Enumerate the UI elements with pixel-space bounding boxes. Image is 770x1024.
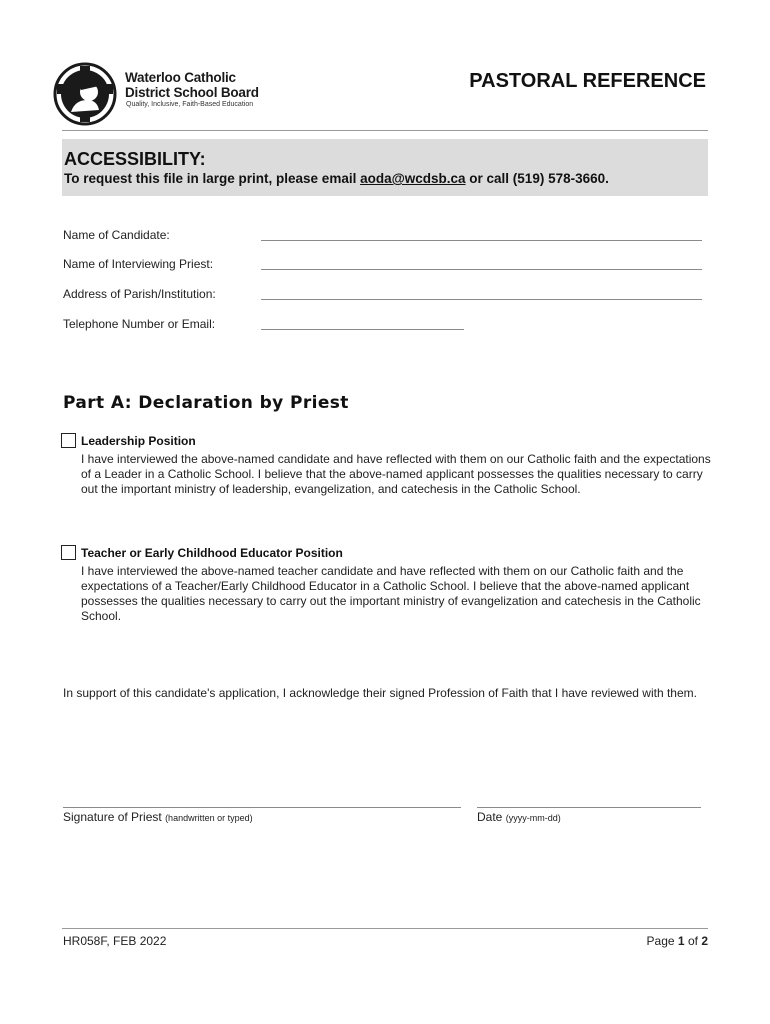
form-code: HR058F, FEB 2022 [63,934,167,948]
accessibility-text-after: or call (519) 578-3660. [465,171,609,186]
teacher-option-body: I have interviewed the above-named teacher candidate and have reflected with them on our Catholic faith and the expectations of a Teacher/Early Childhood Educator in a Catholic School. I believe that the above-named applicant possesses the qualities necessary to carry out the important ministry of evangelization and catechesis in the Catholic School. [81,564,701,623]
field-input-parish[interactable] [261,299,702,300]
org-tagline: Quality, Inclusive, Faith-Based Education [126,101,254,108]
priest-signature-label-text: Signature of Priest [63,810,162,824]
org-name-line1: Waterloo Catholic [125,70,236,85]
teacher-checkbox[interactable] [61,545,76,560]
footer-divider [62,928,708,929]
page-of: of [687,934,698,948]
leadership-option-body: I have interviewed the above-named candidate and have reflected with them on our Catholic faith and the expectations of a Leader in a Catholic School. I believe that the above-named applicant possesses the qualities necessary to carry out the important ministry of leadership, evangelization, and catechesis in the Catholic School. [81,452,711,496]
date-label-text: Date [477,810,503,824]
accessibility-text-before: To request this file in large print, please email [64,171,361,186]
field-input-contact[interactable] [261,329,464,330]
priest-signature-hint: (handwritten or typed) [165,813,253,823]
document-title: PASTORAL REFERENCE [469,70,706,92]
field-label-priest: Name of Interviewing Priest: [63,257,214,271]
page-number [647,934,708,948]
date-field[interactable] [477,807,701,808]
field-label-candidate: Name of Candidate: [63,228,170,242]
field-input-priest[interactable] [261,269,702,270]
field-label-parish: Address of Parish/Institution: [63,287,216,301]
priest-signature-field[interactable] [63,807,461,808]
priest-signature-label [63,810,253,824]
accessibility-heading: ACCESSIBILITY: [64,149,206,169]
date-label [477,810,561,824]
page-total: 2 [701,934,708,948]
support-statement: In support of this candidate's application, I acknowledge their signed Profession of Faith that I have reviewed with them. [63,686,697,700]
accessibility-text [64,171,609,186]
leadership-checkbox[interactable] [61,433,76,448]
teacher-option-title: Teacher or Early Childhood Educator Position [81,546,343,560]
field-label-contact: Telephone Number or Email: [63,317,216,331]
school-board-logo-icon [53,62,117,126]
page-current: 1 [677,934,685,948]
org-name-line2: District School Board [125,85,259,100]
accessibility-email-link[interactable]: aoda@wcdsb.ca [360,171,466,186]
header-divider [62,130,708,131]
leadership-option-title: Leadership Position [81,434,196,448]
part-a-heading: Part A: Declaration by Priest [63,393,349,413]
field-input-candidate[interactable] [261,240,702,241]
date-hint: (yyyy-mm-dd) [505,813,561,823]
page-word: Page [646,934,675,948]
